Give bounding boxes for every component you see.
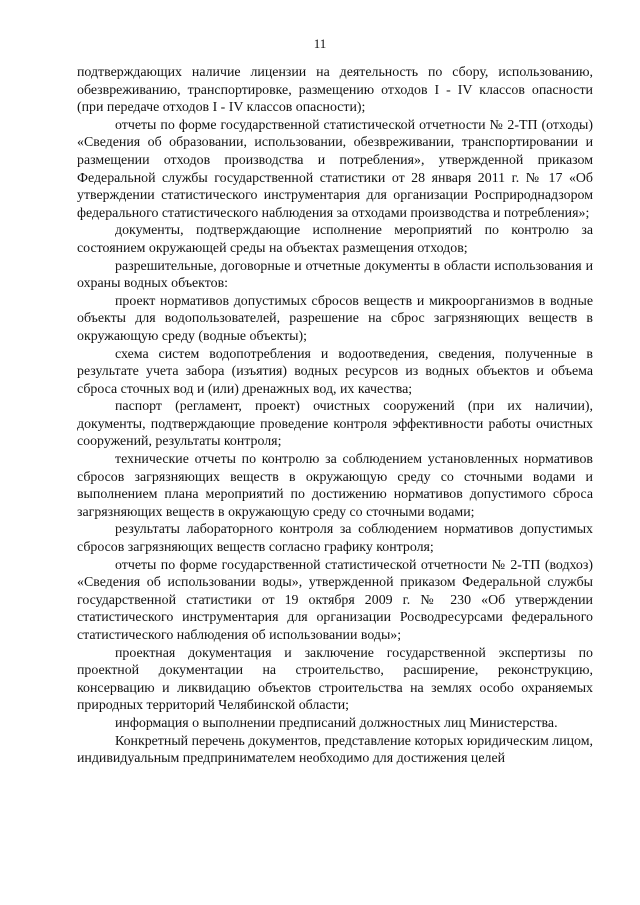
paragraph: результаты лабораторного контроля за соблюдением нормативов допустимых сбросов загрязняющих веществ согласно графику контроля; <box>77 522 593 556</box>
paragraph: подтверждающих наличие лицензии на деятельность по сбору, использованию, обезвреживанию, транспортировке, размещению отходов I - IV классов опасности (при передаче отходов I - IV классов опасности); <box>77 65 593 116</box>
paragraph: схема систем водопотребления и водоотведения, сведения, полученные в результате учета забора (изъятия) водных ресурсов из водных объектов и объема сброса сточных вод и (или) дренажных вод, их качества; <box>77 346 593 397</box>
paragraph: проектная документация и заключение государственной экспертизы по проектной документации на строительство, расширение, реконструкцию, консервацию и ликвидацию объектов строительства на землях особо охраняемых природных территорий Челябинской области; <box>77 645 593 714</box>
paragraph: Конкретный перечень документов, представление которых юридическим лицом, индивидуальным предпринимателем необходимо для достижения целей <box>77 733 593 767</box>
paragraph: паспорт (регламент, проект) очистных сооружений (при их наличии), документы, подтверждающие проведение контроля эффективности работы очистных сооружений, результаты контроля; <box>77 399 593 450</box>
paragraph: отчеты по форме государственной статистической отчетности № 2-ТП (водхоз) «Сведения об использовании воды», утвержденной приказом Федеральной службы государственной статистики от 19 октября 2009 г. № 230 «Об утверждении статистического инструментария для организации Росводресурсами федерального статистического наблюдения об использовании воды»; <box>77 557 593 643</box>
page-number: 11 <box>313 36 327 51</box>
paragraph: технические отчеты по контролю за соблюдением установленных нормативов сбросов загрязняющих веществ в окружающую среду со сточными водами и выполнением плана мероприятий по достижению нормативов допустимого сброса загрязняющих веществ в окружающую среду со сточными водами; <box>77 452 593 520</box>
paragraph: информация о выполнении предписаний должностных лиц Министерства. <box>115 715 558 731</box>
paragraph: разрешительные, договорные и отчетные документы в области использования и охраны водных объектов: <box>77 258 593 292</box>
document-body <box>77 64 593 768</box>
paragraph: документы, подтверждающие исполнение мероприятий по контролю за состоянием окружающей среды на объектах размещения отходов; <box>77 223 593 256</box>
paragraph: проект нормативов допустимых сбросов веществ и микроорганизмов в водные объекты для водопользователей, разрешение на сброс загрязняющих веществ в окружающую среду (водные объекты); <box>77 293 593 344</box>
paragraph: отчеты по форме государственной статистической отчетности № 2-ТП (отходы) «Сведения об образовании, использовании, обезвреживании, транспортировании и размещении отходов производства и потребления», утвержденной приказом Федеральной службы государственной статистики от 28 января 2011 г. № 17 «Об утверждении статистического инструментария для организации Росприроднадзором федерального статистического наблюдения за отходами производства и потребления»; <box>77 117 593 221</box>
